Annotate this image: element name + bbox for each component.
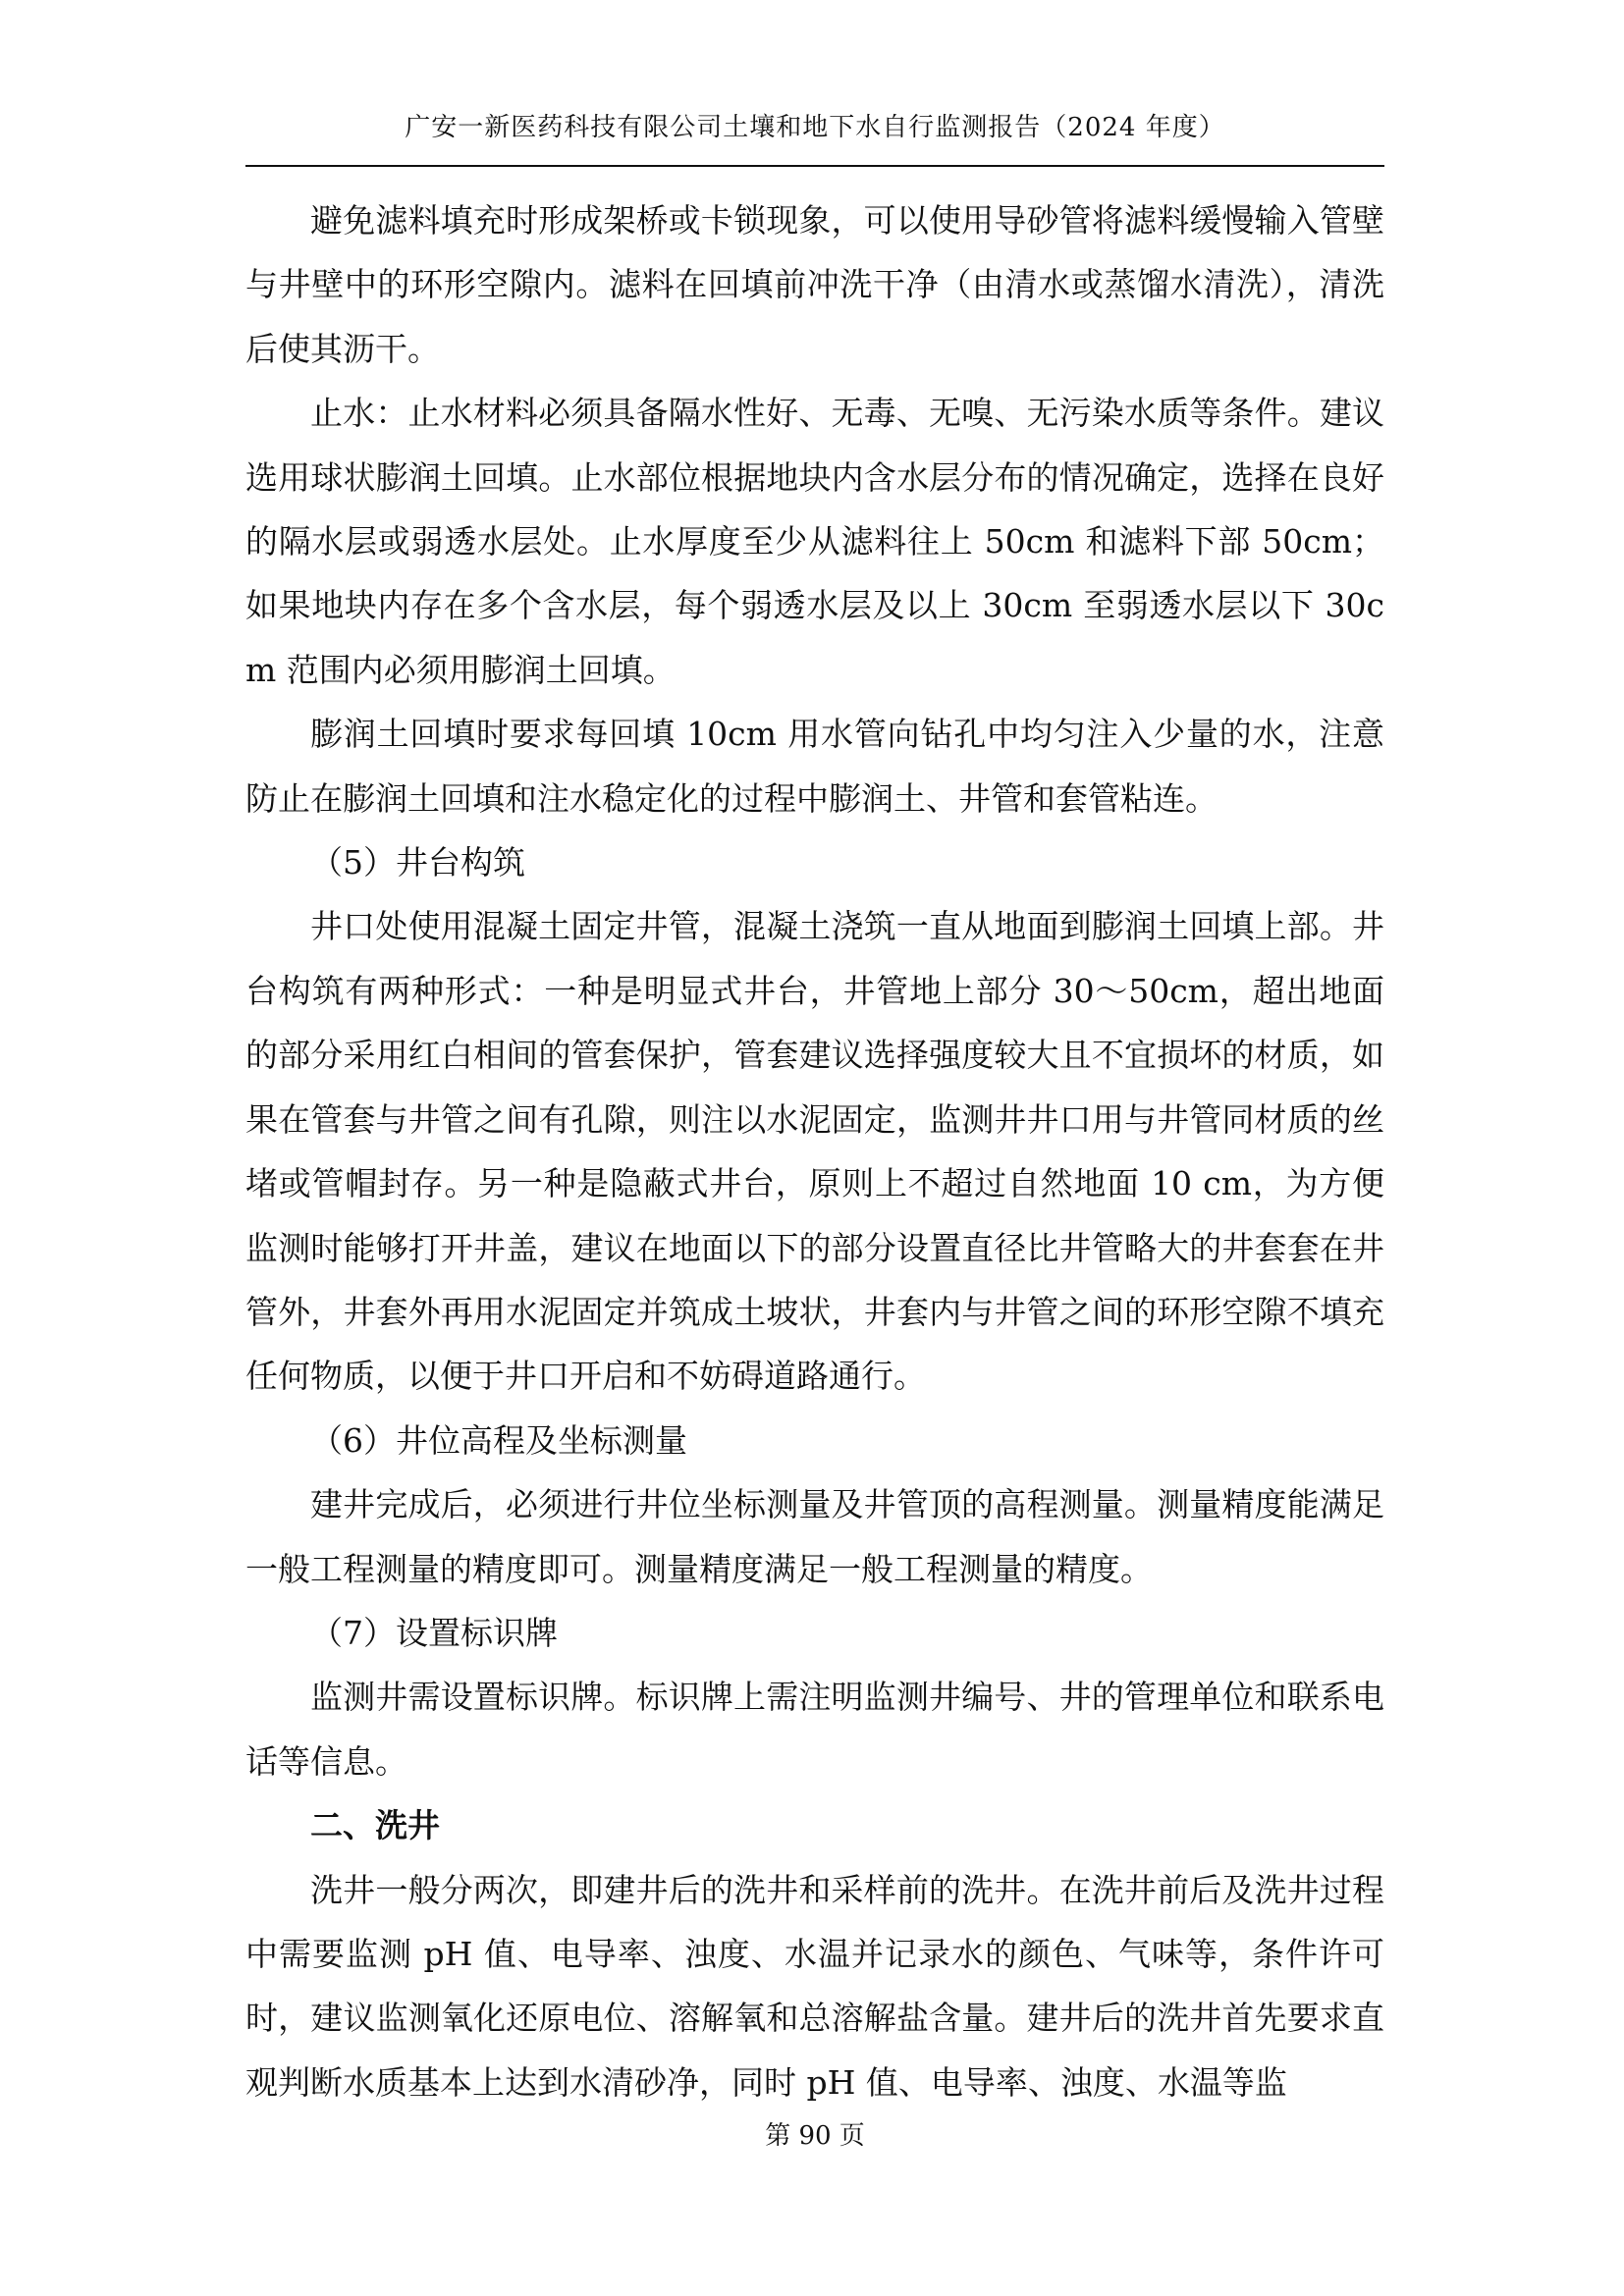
paragraph-signboard: 监测井需设置标识牌。标识牌上需注明监测井编号、井的管理单位和联系电话等信息。: [245, 1678, 1384, 1781]
page-number: 第 90 页: [765, 2121, 865, 2151]
paragraph-elevation-survey: 建井完成后，必须进行井位坐标测量及井管顶的高程测量。测量精度能满足一般工程测量的精度即可。测量精度满足一般工程测量的精度。: [245, 1485, 1384, 1588]
paragraph-well-washing: 洗井一般分两次，即建井后的洗井和采样前的洗井。在洗井前后及洗井过程中需要监测 pH 值、电导率、浊度、水温并记录水的颜色、气味等，条件许可时，建议监测氧化还原电位、溶解氧和总溶解盐含量。建井后的洗井首先要求直观判断水质基本上达到水清砂净，同时 pH 值、电导率、浊度、水温等监: [245, 1870, 1384, 2102]
document-body: [245, 188, 1384, 2114]
section-heading-well-washing: 二、洗井: [310, 1806, 440, 1845]
page-header: 广安一新医药科技有限公司土壤和地下水自行监测报告（2024 年度）: [405, 113, 1225, 142]
paragraph-filter-fill: 避免滤料填充时形成架桥或卡锁现象，可以使用导砂管将滤料缓慢输入管壁与井壁中的环形空隙内。滤料在回填前冲洗干净（由清水或蒸馏水清洗），清洗后使其沥干。: [245, 201, 1384, 368]
paragraph-bentonite-backfill: 膨润土回填时要求每回填 10cm 用水管向钻孔中均匀注入少量的水，注意防止在膨润土回填和注水稳定化的过程中膨润土、井管和套管粘连。: [245, 715, 1384, 818]
subheading-signboard: （7）设置标识牌: [310, 1613, 558, 1652]
header-divider: [245, 165, 1384, 167]
paragraph-water-stop: 止水：止水材料必须具备隔水性好、无毒、无嗅、无污染水质等条件。建议选用球状膨润土回填。止水部位根据地块内含水层分布的情况确定，选择在良好的隔水层或弱透水层处。止水厚度至少从滤料往上 50cm 和滤料下部 50cm；如果地块内存在多个含水层，每个弱透水层及以上 30cm 至弱透水层以下 30cm 范围内必须用膨润土回填。: [245, 394, 1384, 689]
subheading-well-platform: （5）井台构筑: [310, 843, 525, 882]
subheading-elevation-survey: （6）井位高程及坐标测量: [310, 1420, 687, 1460]
paragraph-well-platform: 井口处使用混凝土固定井管，混凝土浇筑一直从地面到膨润土回填上部。井台构筑有两种形式：一种是明显式井台，井管地上部分 30～50cm，超出地面的部分采用红白相间的管套保护，管套建议选择强度较大且不宜损坏的材质，如果在管套与井管之间有孔隙，则注以水泥固定，监测井井口用与井管同材质的丝堵或管帽封存。另一种是隐蔽式井台，原则上不超过自然地面 10 cm，为方便监测时能够打开井盖，建议在地面以下的部分设置直径比井管略大的井套套在井管外，井套外再用水泥固定并筑成土坡状，井套内与井管之间的环形空隙不填充任何物质，以便于井口开启和不妨碍道路通行。: [245, 907, 1384, 1396]
